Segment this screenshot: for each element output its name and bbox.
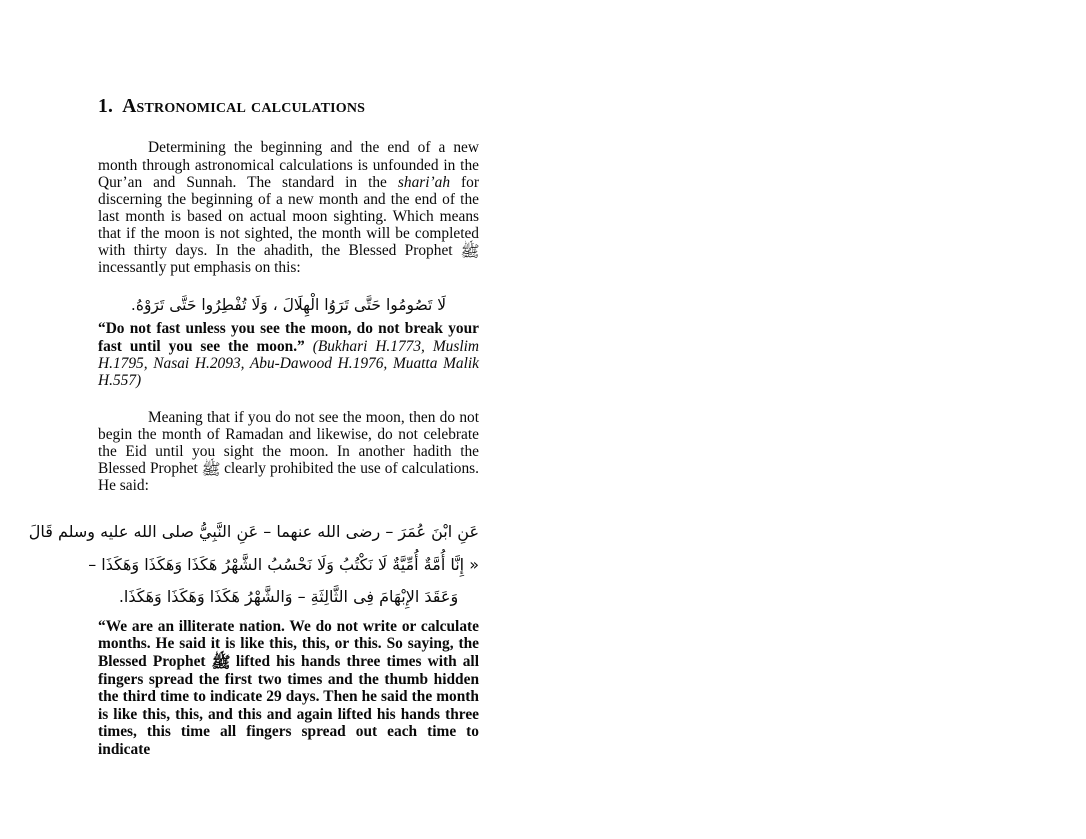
hadith-1-arabic: لَا تَصُومُوا حَتَّى تَرَوُا الْهِلَالَ ، وَلَا تُفْطِرُوا حَتَّى تَرَوْهُ. — [130, 296, 447, 315]
section-title-text: Astronomical calculations — [122, 96, 366, 117]
paragraph-2-text-a: Meaning that if you do not see the moon, then do not begin the month of Ramadan and likewise, do not celebrate the Eid until you sight the moon. In another hadith the Blessed Prophet — [98, 408, 479, 478]
page-title — [98, 96, 479, 117]
hadith-1-quote-text: “Do not fast unless you see the moon, do not break your fast until you see the moon.” — [98, 320, 479, 355]
hadith-2-quote-text-b: lifted his hands three times with all fingers spread the first two times and the thumb hidden the third time to indicate 29 days. Then he said the month is like this, this, and this and again lifted his hands three times, this time all fingers spread out each time to indicate — [98, 652, 479, 758]
hadith-2-arabic-line-1: عَنِ ابْنَ عُمَرَ – رضى الله عنهما – عَنِ النَّبِيُّ صلى الله عليه وسلم قَالَ — [28, 522, 479, 542]
hadith-2-arabic-line-2: « إِنَّا أُمَّةٌ أُمِّيَّةٌ لَا نَكْتُبُ وَلَا نَحْسُبُ الشَّهْرُ هَكَذَا وَهَكَذَا وَهَكَذَا – — [88, 554, 479, 574]
text-column — [28, 96, 480, 759]
term-shariah: shari’ah — [397, 173, 451, 191]
hadith-2-arabic-line-3: وَعَقَدَ الإِبْهَامَ فِى الثَّالِثَةِ – وَالشَّهْرُ هَكَذَا وَهَكَذَا وَهَكَذَا. — [118, 587, 459, 607]
hadith-2-translation: “We are an illiterate nation. We do not write or calculate months. He said it is like this, this, or this. So saying, the Blessed Prophet ﷺ lifted his hands three times with all fingers spread the first two times and the thumb hidden the third time to indicate 29 days. Then he said the month is like this, this, and this and again lifted his hands three times, this time all fingers spread out each time to indicate — [98, 617, 479, 758]
paragraph-2-text-b: clearly prohibited the use of calculations. He said: — [98, 460, 480, 495]
paragraph-1-text-a: Determining the beginning and the end of a new month through astronomical calculations is unfounded in the Qur’an and Sunnah. The standard in the — [98, 139, 479, 191]
paragraph-1-text-c: incessantly put emphasis on this: — [98, 259, 301, 277]
paragraph-meaning: Meaning that if you do not see the moon, then do not begin the month of Ramadan and likewise, do not celebrate the Eid until you sight the moon. In another hadith the Blessed Prophet ﷺ clearly prohibited the use of calculations. He said: — [98, 408, 480, 495]
paragraph-astronomical-calculations: Determining the beginning and the end of a new month through astronomical calculations is unfounded in the Qur’an and Sunnah. The standard in the shari’ah for discerning the beginning of a new month and the end of the last month is based on actual moon sighting. Which means that if the moon is not sighted, the month will be completed with thirty days. In the ahadith, the Blessed Prophet ﷺ incessantly put emphasis on this: — [98, 139, 480, 277]
paragraph-spacer — [98, 390, 479, 409]
paragraph-1-text-b: for discerning the beginning of a new month and the end of the last month is based on actual moon sighting. Which means that if the moon is not sighted, the month will be completed with thirty days. In the ahadith, the Blessed Prophet — [98, 173, 479, 259]
hadith-2-quote-text-a: “We are an illiterate nation. We do not write or calculate months. He said it is like this, this, or this. So saying, the Blessed Prophet — [98, 617, 479, 670]
hadith-2-arabic — [28, 516, 479, 614]
hadith-1-citation: (Bukhari H.1773, Muslim H.1795, Nasai H.2093, Abu-Dawood H.1976, Muatta Malik H.557) — [98, 337, 479, 390]
hadith-1-translation — [98, 320, 479, 390]
section-number: 1. — [98, 96, 114, 117]
